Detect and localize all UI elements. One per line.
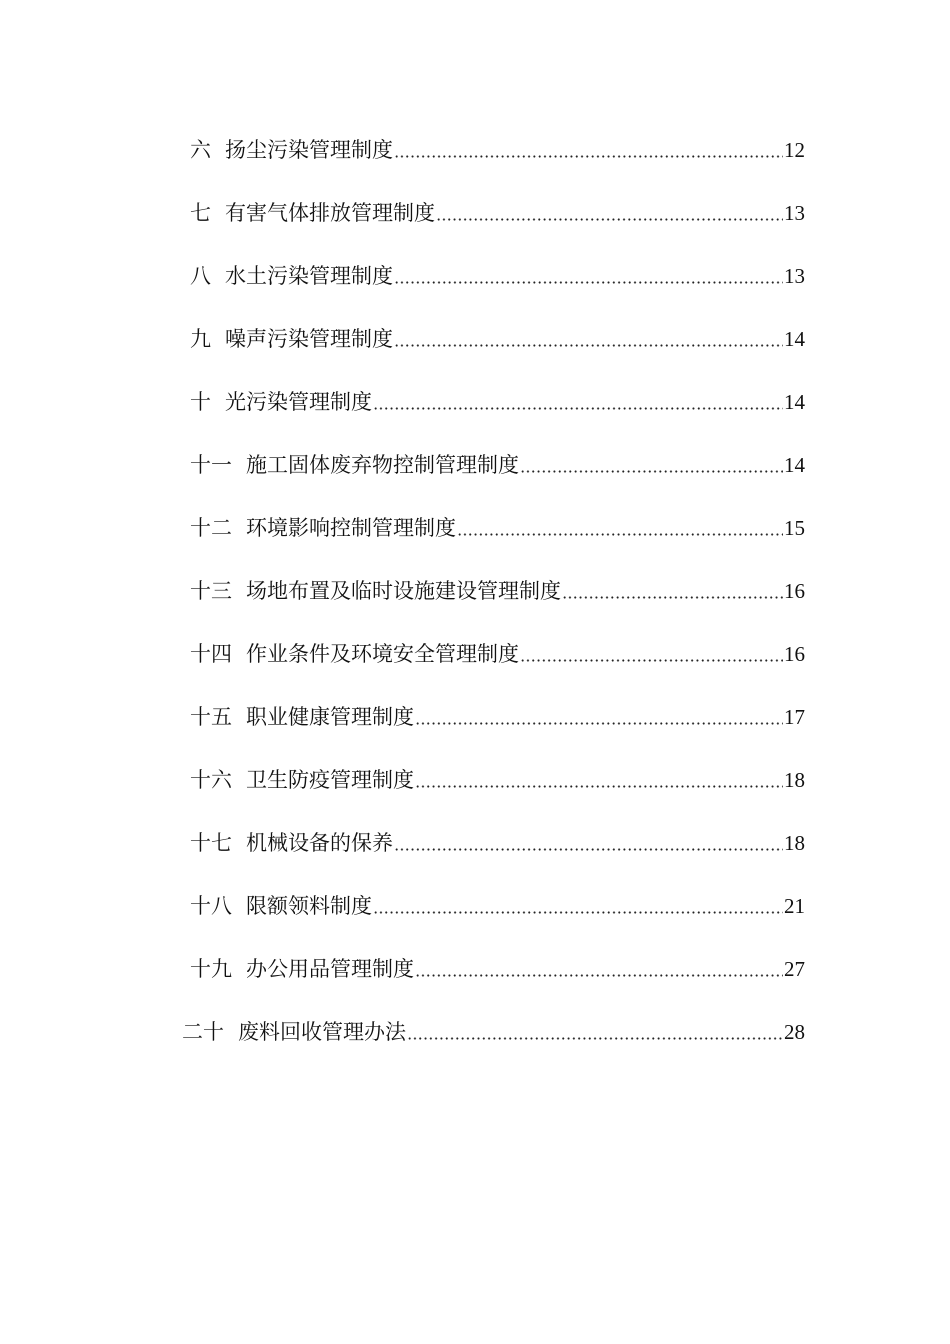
toc-entry[interactable] <box>190 324 805 354</box>
entry-number: 九 <box>190 327 211 351</box>
entry-number: 十三 <box>190 579 232 603</box>
entry-title: 作业条件及环境安全管理制度 <box>246 642 519 666</box>
toc-entry[interactable] <box>190 513 805 543</box>
entry-number: 十七 <box>190 831 232 855</box>
entry-page-number: 21 <box>784 894 805 918</box>
entry-number: 六 <box>190 138 211 162</box>
dot-leader <box>415 785 783 788</box>
dot-leader <box>520 659 783 662</box>
entry-title: 扬尘污染管理制度 <box>225 138 393 162</box>
toc-entry[interactable] <box>190 450 805 480</box>
entry-title: 水土污染管理制度 <box>225 264 393 288</box>
toc-entry[interactable] <box>190 135 805 165</box>
entry-number: 十九 <box>190 957 232 981</box>
dot-leader <box>394 281 783 284</box>
entry-page-number: 15 <box>784 516 805 540</box>
entry-title: 职业健康管理制度 <box>246 705 414 729</box>
entry-number: 十八 <box>190 894 232 918</box>
entry-page-number: 18 <box>784 768 805 792</box>
entry-page-number: 12 <box>784 138 805 162</box>
entry-title: 场地布置及临时设施建设管理制度 <box>246 579 561 603</box>
entry-page-number: 16 <box>784 642 805 666</box>
toc-entry[interactable] <box>190 954 805 984</box>
toc-entry[interactable] <box>190 387 805 417</box>
dot-leader <box>457 533 783 536</box>
entry-number: 十二 <box>190 516 232 540</box>
entry-page-number: 17 <box>784 705 805 729</box>
entry-number: 十五 <box>190 705 232 729</box>
entry-page-number: 16 <box>784 579 805 603</box>
entry-number: 十四 <box>190 642 232 666</box>
entry-page-number: 13 <box>784 264 805 288</box>
toc-entry[interactable] <box>190 702 805 732</box>
entry-page-number: 18 <box>784 831 805 855</box>
entry-page-number: 14 <box>784 453 805 477</box>
toc-entry[interactable] <box>182 1017 805 1047</box>
entry-page-number: 27 <box>784 957 805 981</box>
toc-entry[interactable] <box>190 891 805 921</box>
entry-page-number: 14 <box>784 327 805 351</box>
entry-number: 八 <box>190 264 211 288</box>
toc-entry[interactable] <box>190 576 805 606</box>
toc-entry[interactable] <box>190 198 805 228</box>
entry-title: 办公用品管理制度 <box>246 957 414 981</box>
entry-page-number: 14 <box>784 390 805 414</box>
entry-number: 二十 <box>182 1020 224 1044</box>
toc-entry[interactable] <box>190 765 805 795</box>
entry-title: 环境影响控制管理制度 <box>246 516 456 540</box>
entry-title: 施工固体废弃物控制管理制度 <box>246 453 519 477</box>
dot-leader <box>394 155 783 158</box>
entry-title: 卫生防疫管理制度 <box>246 768 414 792</box>
entry-page-number: 28 <box>784 1020 805 1044</box>
toc-entry[interactable] <box>190 639 805 669</box>
entry-number: 七 <box>190 201 211 225</box>
dot-leader <box>394 848 783 851</box>
entry-number: 十六 <box>190 768 232 792</box>
entry-title: 光污染管理制度 <box>225 390 372 414</box>
entry-title: 限额领料制度 <box>246 894 372 918</box>
entry-title: 机械设备的保养 <box>246 831 393 855</box>
entry-title: 有害气体排放管理制度 <box>225 201 435 225</box>
entry-number: 十 <box>190 390 211 414</box>
dot-leader <box>415 974 783 977</box>
dot-leader <box>407 1037 783 1040</box>
entry-page-number: 13 <box>784 201 805 225</box>
dot-leader <box>520 470 783 473</box>
dot-leader <box>394 344 783 347</box>
dot-leader <box>562 596 783 599</box>
dot-leader <box>415 722 783 725</box>
entry-number: 十一 <box>190 453 232 477</box>
toc-entry[interactable] <box>190 828 805 858</box>
dot-leader <box>373 407 783 410</box>
entry-title: 噪声污染管理制度 <box>225 327 393 351</box>
toc-entry[interactable] <box>190 261 805 291</box>
entry-title: 废料回收管理办法 <box>238 1020 406 1044</box>
dot-leader <box>373 911 783 914</box>
dot-leader <box>436 218 783 221</box>
